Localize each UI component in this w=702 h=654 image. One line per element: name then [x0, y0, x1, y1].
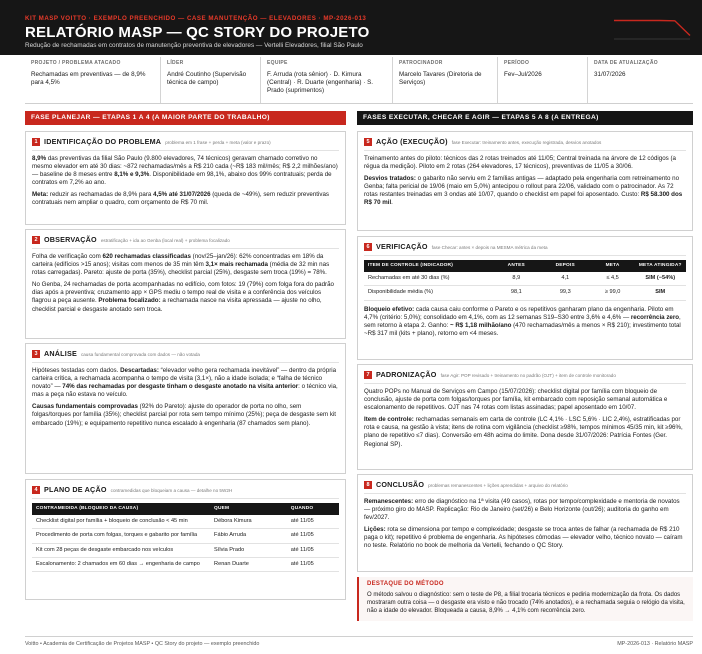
- footer-divider: [25, 636, 693, 637]
- phase-do-check-act-bar: FASES EXECUTAR, CHECAR E AGIR — ETAPAS 5 A 8 (A ENTREGA): [357, 111, 693, 125]
- column-header: DEPOIS: [540, 260, 591, 272]
- stratification-text: Folha de verificação com 620 rechamadas classificadas (nov/25–jan/26): 62% concentradas em 18% da carteira (edifícios >15 anos); visitas com menos de 35 min têm 3,1× mais rechamada (média de 32 min nas rotas carregadas). Pareto: ajuste de porta (35%), checklist parcial (25%), desgaste sem troca (19%) = 78%.: [32, 252, 330, 276]
- column-header: QUEM: [210, 503, 287, 515]
- step-subtitle: problema em 1 frase + perda + meta (valor e prazo): [165, 140, 271, 145]
- verification-text: Bloqueio efetivo: cada causa caiu conforme o Pareto e os repetitivos ganharam plano da engenharia. Piloto em 4,7% (critério: 5,0%); consolidado em 4,1%, com as 12 semanas S19–S30 entre 3,6% e 4,6% — recorrência zero, sem retorno à etapa 2. Ganho: ~ R$ 1,18 milhão/ano (470 rechamadas/mês a menos × R$ 210); investimento total ~R$ 317 mil (kits + plano), retorno em <4 meses.: [364, 305, 681, 338]
- problem-statement: 8,9% das preventivas da filial São Paulo (9.800 elevadores, 74 técnicos) geravam chamado corretivo no mesmo elevador em até 30 dias: ~872 rechamadas/mês a R$ 210 cada (~R$ 183 mil/mês; R$ 2,2 milhões/ano) — baseline de 8 meses entre 8,1% e 9,3%. Disponibilidade em 98,1%, abaixo dos 99% contratuais; perda de contratos em 7,2% ao ano.: [32, 154, 338, 187]
- genba-text: No Genba, 24 rechamadas de porta acompanhadas no edifício, com fotos: 19 (79%) com folga fora do padrão dias após a preventiva; cruzamento app × GPS mediu o tempo real de visita e a conferência dos veículos flagrou a peça ausente. Problema focalizado: a rechamada nasce na visita apressada — ajuste no olho, checklist parcial e desgaste anotado sem troca.: [32, 281, 334, 313]
- step-title: PLANO DE AÇÃO: [44, 485, 107, 494]
- column-header: QUANDO: [287, 503, 339, 515]
- phase-plan-bar: FASE PLANEJAR — ETAPAS 1 A 4 (A MAIOR PARTE DO TRABALHO): [25, 111, 346, 125]
- lessons-text: Lições: rota se dimensiona por tempo e complexidade; desgaste se troca antes de falhar (a rechamada de R$ 210 paga o kit); repetitivo é problema de engenharia. As hipóteses cômodas — elevador velho, técnico novato — caíram no teste. Relatório no book de melhoria da Vertelli, fechando o QC Story.: [364, 526, 683, 550]
- step-number-badge: 4: [32, 486, 40, 494]
- step-title: OBSERVAÇÃO: [44, 235, 97, 244]
- table-row: Rechamadas em até 30 dias (%) 8,9 4,1 ≤ 4,5 SIM (−54%): [364, 272, 686, 286]
- step-subtitle: estratificação + ida ao Genba (local real) + problema focalizado: [100, 238, 230, 243]
- table-row: Procedimento de porta com folgas, torques e gabarito por família Fábio Arruda até 11/05: [32, 529, 339, 543]
- deviations-text: Desvios tratados: o gabarito não serviu em 2 famílias antigas — adaptado pela engenharia com retreinamento no Genba; falta pericial de 19/06 (maio em 5,0%) antecipou o rollout para 22/06, validado com o patrocinador. As 72 rotas restantes treinadas em 3 ondas até 10/07, quando o checklist em papel foi aposentado. Custo: R$ 58.300 dos R$ 70 mil.: [364, 174, 683, 207]
- step-title: ANÁLISE: [44, 349, 77, 358]
- step-number-badge: 6: [364, 243, 372, 251]
- table-row: Checklist digital por família + bloqueio de conclusão < 45 min Débora Kimura até 11/05: [32, 515, 339, 529]
- verification-table: [364, 260, 686, 301]
- step-2-panel: [25, 229, 346, 339]
- meta-sponsor: PATROCINADOR Marcelo Tavares (Diretoria de Serviços): [393, 57, 498, 103]
- method-highlight-callout: [357, 577, 693, 621]
- step-number-badge: 8: [364, 481, 372, 489]
- hypotheses-text: Hipóteses testadas com dados. Descartadas: “elevador velho gera rechamada inevitável” — dentro da própria carteira crítica, a rechamada acompanha o tempo de visita (3,1×), não a idade isolada; e “falha de técnico novato” — 74% das rechamadas por desgaste tinham o desgaste anotado na visita anterior: o técnico via, mas a peça não estava no veículo.: [32, 366, 338, 399]
- step-8-panel: [357, 474, 693, 572]
- step-number-badge: 7: [364, 371, 372, 379]
- callout-body: O método salvou o diagnóstico: sem o teste de P8, a filial trocaria técnicos e pediria modernização da frota. Os dados mostraram outra coisa — o desgaste era visto e não trocado (74% anotados), e a rechamada seguia o relógio da visita, não a idade do elevador. Bloqueada a causa, 8,9% → 4,1% com recorrência zero.: [367, 591, 685, 614]
- page-subtitle: Redução de rechamadas em contratos de manutenção preventiva de elevadores — Vertelli Elevadores, filial São Paulo: [25, 42, 363, 49]
- step-number-badge: 1: [32, 138, 40, 146]
- step-subtitle: contramedidas que bloqueiam a causa — detalhe no 5W2H: [110, 488, 233, 493]
- meta-period: PERÍODO Fev–Jul/2026: [498, 57, 588, 103]
- column-header: CONTRAMEDIDA (BLOQUEIO DA CAUSA): [32, 503, 210, 515]
- step-number-badge: 3: [32, 350, 40, 358]
- step-subtitle: causa fundamental comprovada com dados — não votada: [80, 352, 200, 357]
- callout-title: DESTAQUE DO MÉTODO: [367, 581, 444, 587]
- step-1-panel: [25, 131, 346, 225]
- column-header: ANTES: [493, 260, 540, 272]
- table-row: Disponibilidade média (%) 98,1 99,3 ≥ 99,0 SIM: [364, 286, 686, 300]
- project-meta: [25, 57, 693, 103]
- column-header: ITEM DE CONTROLE (INDICADOR): [364, 260, 493, 272]
- table-row: Kit com 28 peças de desgaste embarcado nos veículos Sílvia Prado até 11/05: [32, 543, 339, 557]
- page-title: RELATÓRIO MASP — QC STORY DO PROJETO: [25, 24, 370, 41]
- meta-leader: LÍDER André Coutinho (Supervisão técnica de campo): [161, 57, 261, 103]
- step-3-panel: [25, 343, 346, 474]
- step-title: VERIFICAÇÃO: [376, 242, 428, 251]
- meta-project: PROJETO / PROBLEMA ATACADO Rechamadas em preventivas — de 8,9% para 4,5%: [25, 57, 161, 103]
- step-subtitle: fase Checar: antes × depois na MESMA métrica da meta: [431, 245, 548, 250]
- footer-right: MP-2026-013 · Relatório MASP: [617, 641, 693, 647]
- standardization-text: Quatro POPs no Manual de Serviços em Campo (15/07/2026): checklist digital por família com bloqueio de conclusão, ajuste de porta com folgas/torques por família, kit embarcado com reposição semanal automática e escalonamento de repetitivos. OJT nas 74 rotas com listas assinadas; papel aposentado em 10/07.: [364, 387, 668, 411]
- meta-divider: [25, 103, 693, 104]
- step-title: PADRONIZAÇÃO: [376, 370, 437, 379]
- step-subtitle: fase Executar: treinamento antes, execução registrada, desvios anotados: [451, 140, 602, 145]
- column-header: META ATINGIDA?: [634, 260, 686, 272]
- header-kicker: KIT MASP VOITTO · EXEMPLO PREENCHIDO — CASE MANUTENÇÃO — ELEVADORES · MP-2026-013: [25, 15, 367, 22]
- step-7-panel: [357, 364, 693, 470]
- meta-team: EQUIPE F. Arruda (rota sênior) · D. Kimura (Central) · R. Duarte (engenharia) · S. Prado (suprimentos): [261, 57, 393, 103]
- column-header: META: [591, 260, 635, 272]
- root-causes-text: Causas fundamentais comprovadas (92% do Pareto): ajuste do operador de porta no olho, sem folgas/torques por família (35%); checklist parcial por rota sem tempo mínimo (25%); peça de desgaste sem kit embarcado (19%); e equipamento repetitivo nunca escalado à engenharia (87 chamados sem plano).: [32, 403, 337, 427]
- step-title: AÇÃO (EXECUÇÃO): [376, 137, 448, 146]
- control-item-text: Item de controle: rechamadas semanais em carta de controle (LC 4,1% · LSC 5,6% · LIC 2,4%), estratificadas por rota e causa, na gestão à vista; itens de rotina com vigilância (checklist ≥98%, tempos mínimos 45/35 min, kit ≥96%, plano de repetitivo ≤7 dias). Conversão em 48h acima do limite. Dona desde 31/07/2026: Patrícia Fontes (Ger. Regional SP).: [364, 416, 683, 448]
- step-subtitle: fase Agir: POP revisado + treinamento no padrão (OJT) + item de controle monitorado: [440, 373, 616, 378]
- step-number-badge: 2: [32, 236, 40, 244]
- execution-text: Treinamento antes do piloto: técnicos das 2 rotas treinados até 11/05; Central treinada na árvore de 12 códigos (a régua da medição). Piloto em 2 rotas (264 elevadores, 17 técnicos), preventivas de 11/05 a 30/06.: [364, 154, 676, 170]
- report-header: [0, 0, 702, 55]
- step-title: CONCLUSÃO: [376, 480, 425, 489]
- goal-statement: Meta: reduzir as rechamadas de 8,9% para 4,5% até 31/07/2026 (queda de ~49%), sem reduzir preventivas contratuais nem ampliar o quadro, com orçamento de R$ 70 mil.: [32, 191, 330, 207]
- footer-left: Voitto • Academia de Certificação de Projetos MASP • QC Story do projeto — exemplo preenchido: [25, 641, 260, 647]
- meta-update-date: DATA DE ATUALIZAÇÃO 31/07/2026: [594, 60, 658, 78]
- step-4-panel: [25, 479, 346, 600]
- trend-sparkline-icon: [612, 15, 692, 41]
- step-5-panel: [357, 131, 693, 231]
- table-row: Escalonamento: 2 chamados em 60 dias → engenharia de campo Renan Duarte até 11/05: [32, 557, 339, 571]
- remaining-issues-text: Remanescentes: erro de diagnóstico na 1ª visita (49 casos), rotas por tempo/complexidade e mentoria de novatos — próximo giro do MASP. Replicação: Rio de Janeiro (set/26) e Belo Horizonte (out/26); auditoria do ganho em fev/2027.: [364, 497, 680, 521]
- step-number-badge: 5: [364, 138, 372, 146]
- step-6-panel: [357, 236, 693, 360]
- step-subtitle: problemas remanescentes + lições aprendidas + arquivo do relatório: [428, 483, 568, 488]
- action-plan-table: [32, 503, 339, 573]
- step-title: IDENTIFICAÇÃO DO PROBLEMA: [44, 137, 162, 146]
